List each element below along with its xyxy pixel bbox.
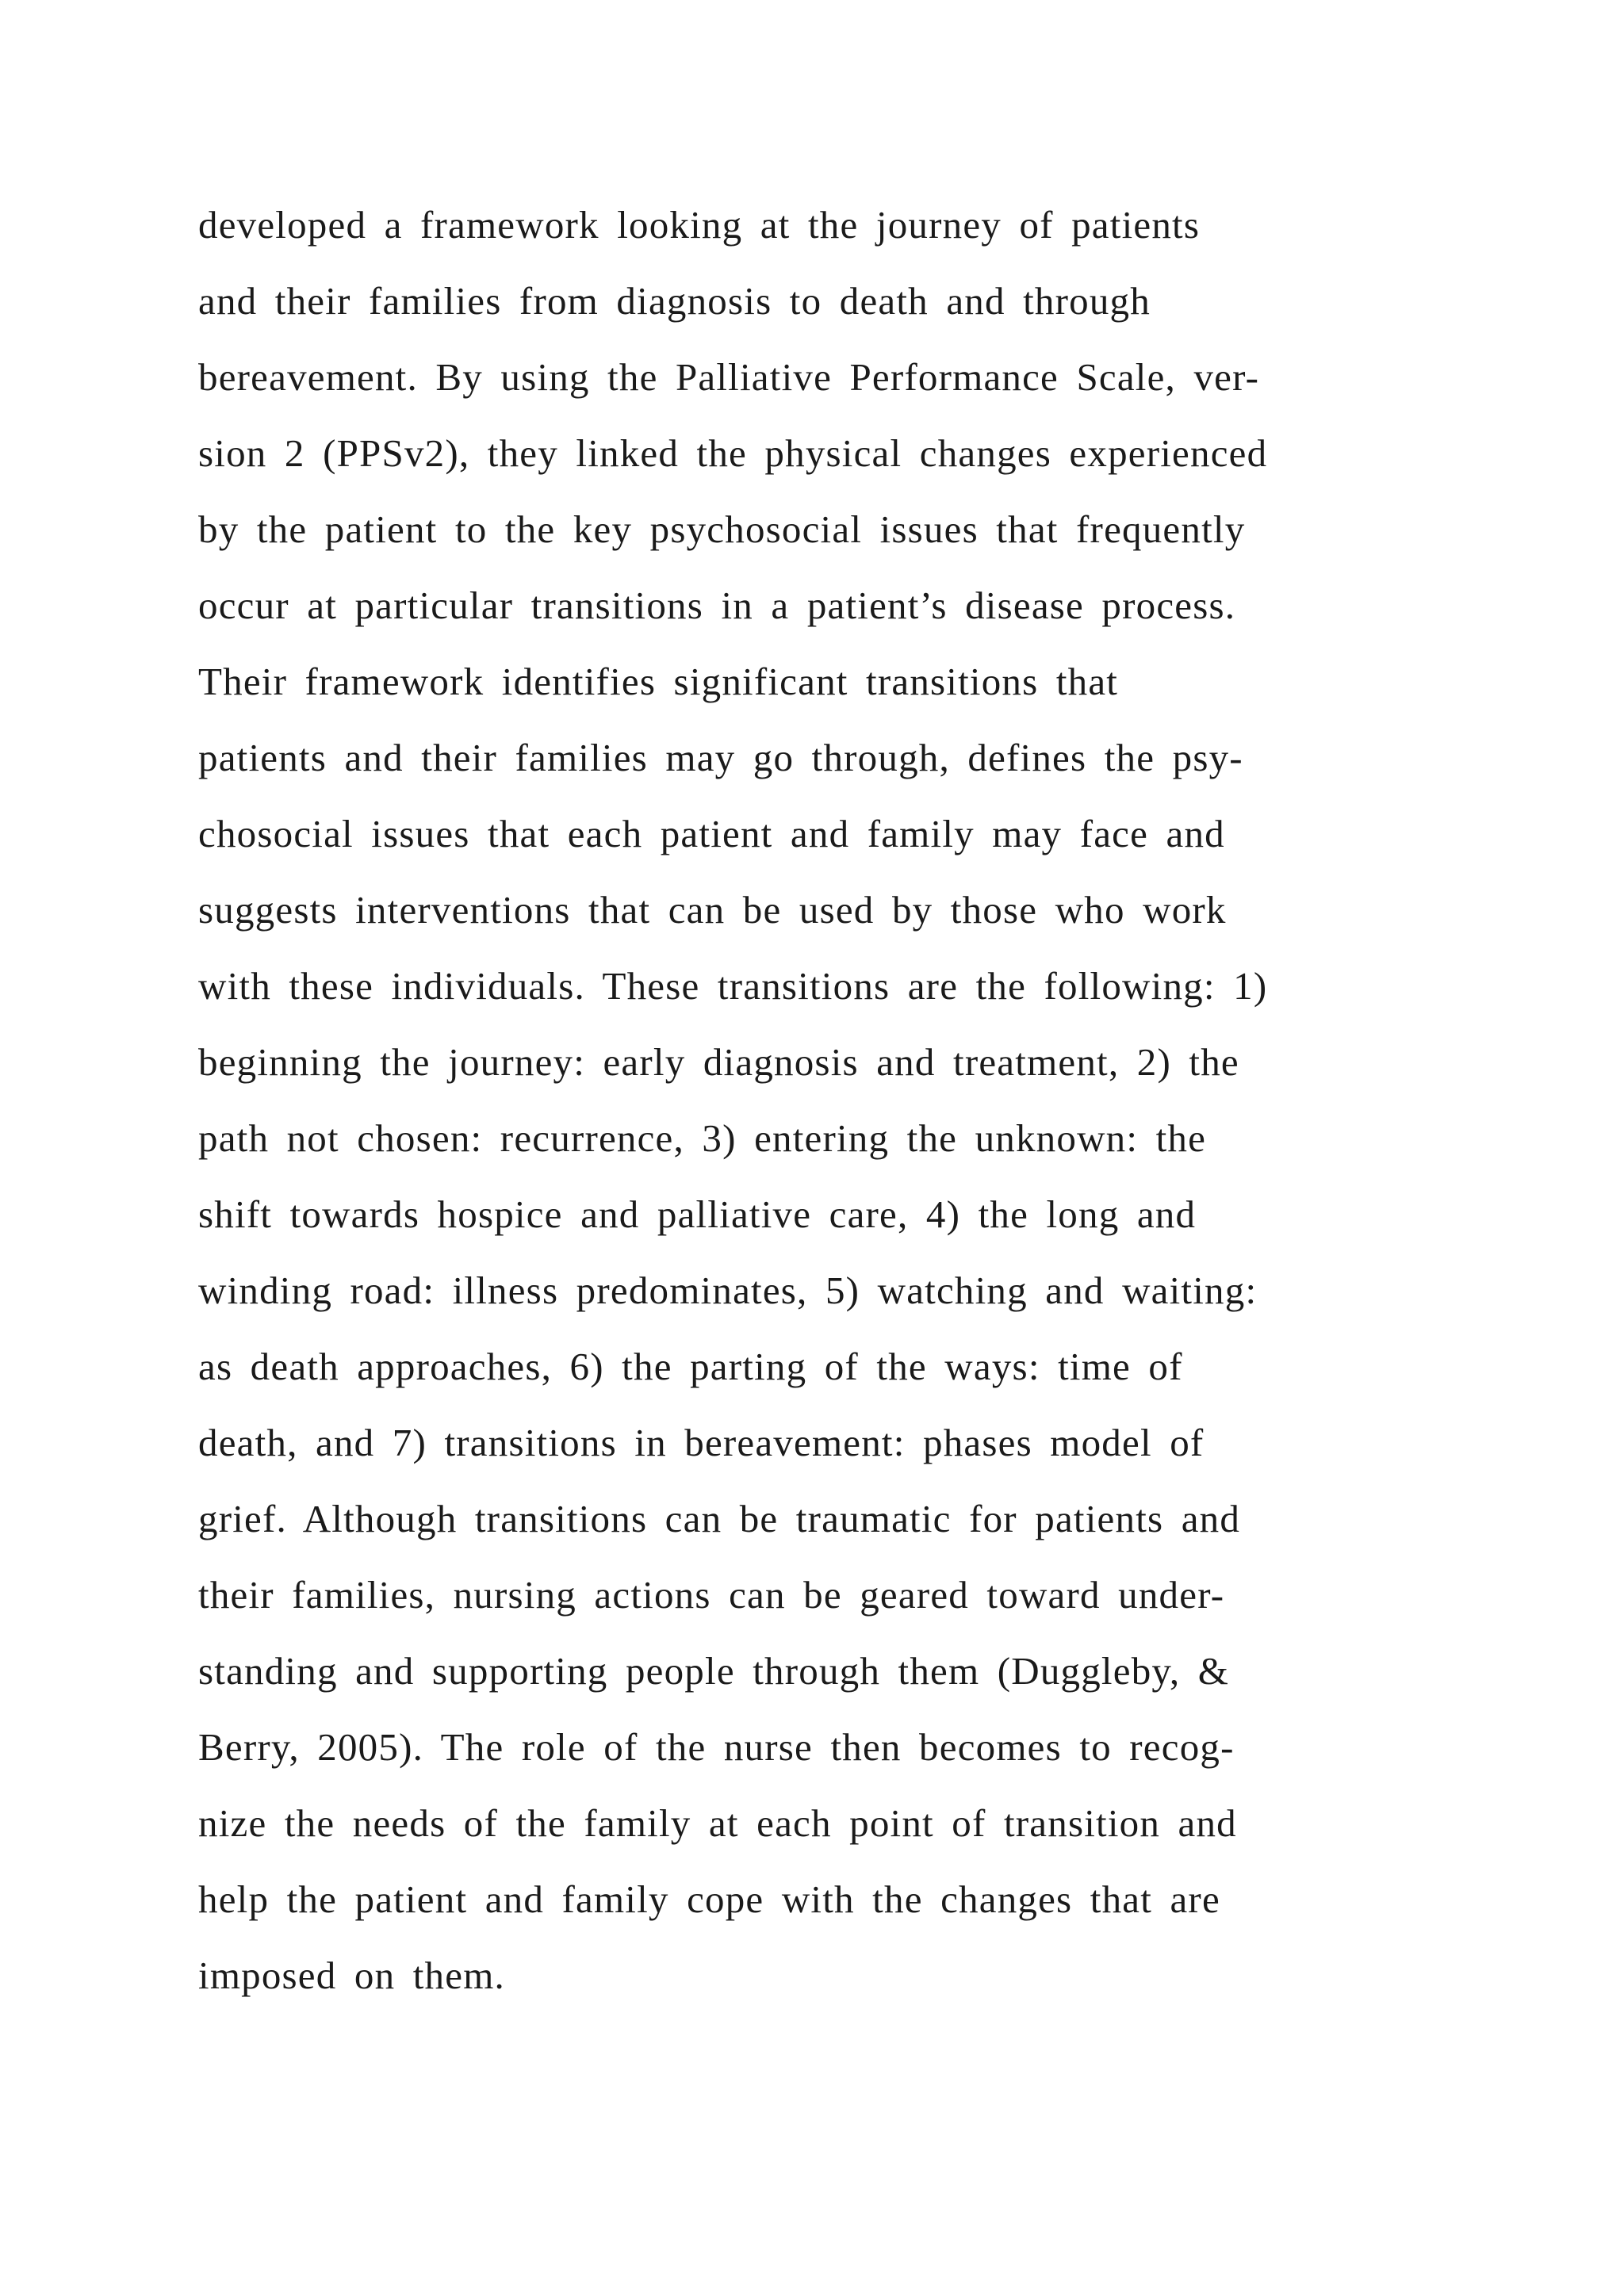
text-line: winding road: illness predominates, 5) watching and waiting: [198,1269,1258,1312]
text-line: path not chosen: recurrence, 3) entering the unknown: the [198,1116,1207,1160]
text-line: developed a framework looking at the journey of patients [198,203,1201,247]
text-line: imposed on them. [198,1954,505,1997]
text-line: patients and their families may go through, defines the psy- [198,736,1243,779]
text-line: bereavement. By using the Palliative Performance Scale, ver- [198,355,1260,399]
text-line: by the patient to the key psychosocial issues that frequently [198,507,1246,551]
text-line: occur at particular transitions in a patient’s disease process. [198,584,1236,627]
text-line: death, and 7) transitions in bereavement: phases model of [198,1421,1205,1464]
text-line: grief. Although transitions can be traumatic for patients and [198,1497,1241,1540]
text-line: chosocial issues that each patient and family may face and [198,812,1225,855]
text-line: beginning the journey: early diagnosis and treatment, 2) the [198,1040,1239,1084]
text-line: shift towards hospice and palliative care, 4) the long and [198,1192,1197,1236]
text-line: and their families from diagnosis to death and through [198,279,1151,323]
text-line: suggests interventions that can be used by those who work [198,888,1227,932]
text-line: Their framework identifies significant transitions that [198,660,1119,703]
body-paragraph [198,197,1467,2023]
text-line: sion 2 (PPSv2), they linked the physical changes experienced [198,431,1268,475]
text-line: with these individuals. These transitions are the following: 1) [198,964,1268,1008]
text-line: standing and supporting people through them (Duggleby, & [198,1649,1230,1693]
text-line: their families, nursing actions can be geared toward under- [198,1573,1225,1617]
text-line: as death approaches, 6) the parting of the ways: time of [198,1345,1183,1388]
text-line: nize the needs of the family at each point of transition and [198,1801,1237,1845]
text-line: help the patient and family cope with the changes that are [198,1877,1220,1921]
text-line: Berry, 2005). The role of the nurse then becomes to recog- [198,1725,1235,1769]
